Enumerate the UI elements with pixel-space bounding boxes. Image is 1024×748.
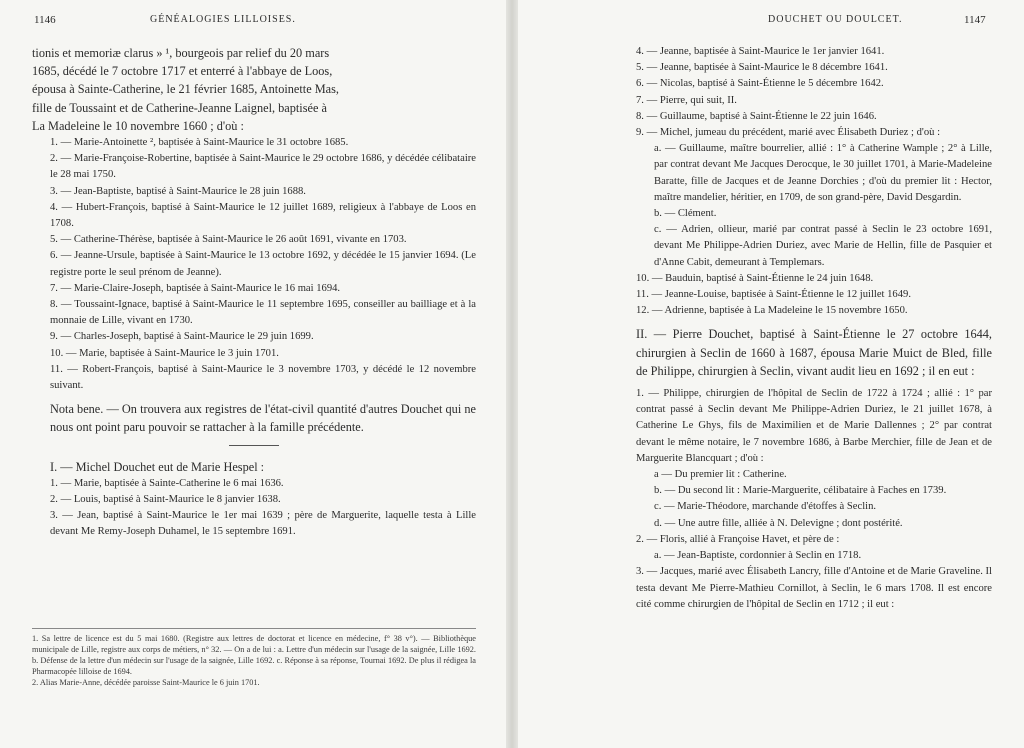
nota-bene: Nota bene. — On trouvera aux registres de l'état-civil quantité d'autres Douchet qui ne nous ont point paru pouvoir se rattacher à la famille précédente. [50, 402, 476, 435]
left-page-number: 1146 [34, 14, 56, 26]
sub-list-item: c. — Adrien, ollieur, marié par contrat passé à Seclin le 23 octobre 1691, devant Me Philippe-Adrien Duriez, avec Marie de Hellin, fille de Pasquier et d'Anne Cabit, demeurant à Templemars. [654, 224, 992, 268]
sub-list-item: b. — Du second lit : Marie-Marguerite, célibataire à Faches en 1739. [654, 485, 947, 497]
body-line: tionis et memoriæ clarus » ¹, bourgeois par relief du 20 mars [32, 46, 330, 60]
list-item: 6. — Jeanne-Ursule, baptisée à Saint-Maurice le 13 octobre 1692, y décédée le 15 janvier 1694. (Le registre porte le seul prénom de Jeanne). [50, 250, 476, 278]
list-item: 3. — Jean, baptisé à Saint-Maurice le 1er mai 1639 ; père de Marguerite, laquelle testa à Lille devant Me Remy-Joseph Duhamel, le 15 septembre 1691. [50, 510, 476, 538]
list-item: 6. — Nicolas, baptisé à Saint-Étienne le 5 décembre 1642. [636, 78, 884, 90]
list-item: 8. — Guillaume, baptisé à Saint-Étienne le 22 juin 1646. [636, 110, 877, 122]
footnote: 1. Sa lettre de licence est du 5 mai 1680. (Registre aux lettres de doctorat et licence en médecine, f° 38 v°). — Bibliothèque municipale de Lille, registre aux corps de métiers, n° 32. — On a de lui : a. Lettre d'un médecin sur l'usage de la saignée, Lille 1692. b. Défense de la lettre d'un médecin sur l'usage de la saignée, Lille 1692. c. Réponse à sa réponse, Tournai 1692. De plus il rédigea la Pharmacopée lilloise de 1694. [32, 634, 476, 676]
right-page [518, 0, 1024, 748]
list-item: 3. — Jean-Baptiste, baptisé à Saint-Maurice le 28 juin 1688. [50, 185, 306, 197]
left-running-head: GÉNÉALOGIES LILLOISES. [150, 14, 296, 25]
list-item: 1. — Marie-Antoinette ², baptisée à Saint-Maurice le 31 octobre 1685. [50, 137, 349, 149]
list-item: 7. — Marie-Claire-Joseph, baptisée à Saint-Maurice le 16 mai 1694. [50, 282, 341, 294]
list-item: 5. — Catherine-Thérèse, baptisée à Saint-Maurice le 26 août 1691, vivante en 1703. [50, 234, 407, 246]
list-item: 4. — Jeanne, baptisée à Saint-Maurice le 1er janvier 1641. [636, 46, 885, 57]
section-heading: II. — Pierre Douchet, baptisé à Saint-Étienne le 27 octobre 1644, chirurgien à Seclin de 1660 à 1687, épousa Marie Muict de Bled, fille de Philippe, chirurgien à Seclin, vivant audit lieu en 1692 ; il en eut : [636, 327, 992, 378]
left-body-text [32, 44, 476, 541]
left-page [0, 0, 506, 748]
list-item: 5. — Jeanne, baptisée à Saint-Maurice le 8 décembre 1641. [636, 62, 888, 74]
sub-list-item: a. — Guillaume, maître bourrelier, allié : 1° à Catherine Wample ; 2° à Lille, par contrat devant Me Jacques Derocque, le 30 juillet 1701, à Marie-Madeleine Baratte, fille de Jacques et de Jeanne Dorchies ; d'où du premier lit : Hector, maître mandelier, héritier, en 1709, de son grand-père, David Desgardin. [654, 143, 992, 203]
body-line: 1685, décédé le 7 octobre 1717 et enterré à l'abbaye de Loos, [32, 64, 333, 79]
list-item: 2. — Marie-Françoise-Robertine, baptisée à Saint-Maurice le 29 octobre 1686, y décédée célibataire le 28 mai 1750. [50, 153, 476, 181]
list-item: 7. — Pierre, qui suit, II. [636, 94, 737, 106]
right-body-text [618, 44, 992, 613]
footnotes [32, 628, 476, 688]
sub-list-item: d. — Une autre fille, alliée à N. Delevigne ; dont postérité. [654, 517, 903, 529]
list-item: 9. — Michel, jumeau du précédent, marié avec Élisabeth Duriez ; d'où : [636, 127, 941, 139]
right-page-number: 1147 [964, 14, 986, 26]
section-divider [229, 445, 279, 446]
sub-list-item: b. — Clément. [654, 208, 717, 220]
list-item: 4. — Hubert-François, baptisé à Saint-Maurice le 12 juillet 1689, religieux à l'abbaye de Loos en 1708. [50, 201, 476, 230]
list-item: 9. — Charles-Joseph, baptisé à Saint-Maurice le 29 juin 1699. [50, 331, 314, 343]
book-gutter [506, 0, 518, 748]
sub-list-item: a — Du premier lit : Catherine. [654, 469, 787, 481]
list-item: 10. — Bauduin, baptisé à Saint-Étienne le 24 juin 1648. [636, 272, 874, 284]
body-line: épousa à Sainte-Catherine, le 21 février 1685, Antoinette Mas, [32, 82, 339, 97]
sub-list-item: a. — Jean-Baptiste, cordonnier à Seclin en 1718. [654, 550, 862, 562]
list-item: 12. — Adrienne, baptisée à La Madeleine le 15 novembre 1650. [636, 305, 908, 317]
list-item: 1. — Marie, baptisée à Sainte-Catherine le 6 mai 1636. [50, 477, 284, 489]
list-item: 11. — Jeanne-Louise, baptisée à Saint-Étienne le 12 juillet 1649. [636, 289, 911, 301]
list-item: 11. — Robert-François, baptisé à Saint-Maurice le 3 novembre 1703, y décédé le 12 novembre suivant. [50, 363, 476, 392]
list-item: 2. — Louis, baptisé à Saint-Maurice le 8 janvier 1638. [50, 494, 281, 506]
list-item: 8. — Toussaint-Ignace, baptisé à Saint-Maurice le 11 septembre 1695, conseiller au bailliage et à la monnaie de Lille, vivant en 1730. [50, 299, 476, 327]
footnote: 2. Alias Marie-Anne, décédée paroisse Saint-Maurice le 6 juin 1701. [32, 678, 260, 687]
list-item: 2. — Floris, allié à Françoise Havet, et père de : [636, 533, 840, 545]
right-running-head: DOUCHET OU DOULCET. [768, 14, 903, 25]
list-item: 3. — Jacques, marié avec Élisabeth Lancry, fille d'Antoine et de Marie Graveline. Il testa devant Me Pierre-Mathieu Cornillot, à Seclin, le 6 mars 1708. Il est encore cité comme chirurgien de l'hôpital de Seclin en 1712 ; il eut : [636, 566, 992, 610]
body-line: La Madeleine le 10 novembre 1660 ; d'où : [32, 118, 244, 133]
sub-list-item: c. — Marie-Théodore, marchande d'étoffes à Seclin. [654, 501, 877, 513]
section-heading: I. — Michel Douchet eut de Marie Hespel : [50, 459, 265, 474]
list-item: 1. — Philippe, chirurgien de l'hôpital de Seclin de 1722 à 1724 ; allié : 1° par contrat passé à Seclin devant Me Philippe-Adrien Duriez, le 21 juillet 1678, à Catherine Le Ghys, fils de Maximilien et de Marie Dallennes ; 2° par contrat devant le même notaire, le 7 novembre 1686, à Barbe Merchier, fille de Jean et de Marguerite Blancquart ; d'où : [636, 388, 992, 464]
body-line: fille de Toussaint et de Catherine-Jeanne Laignel, baptisée à [32, 100, 327, 115]
list-item: 10. — Marie, baptisée à Saint-Maurice le 3 juin 1701. [50, 347, 279, 359]
